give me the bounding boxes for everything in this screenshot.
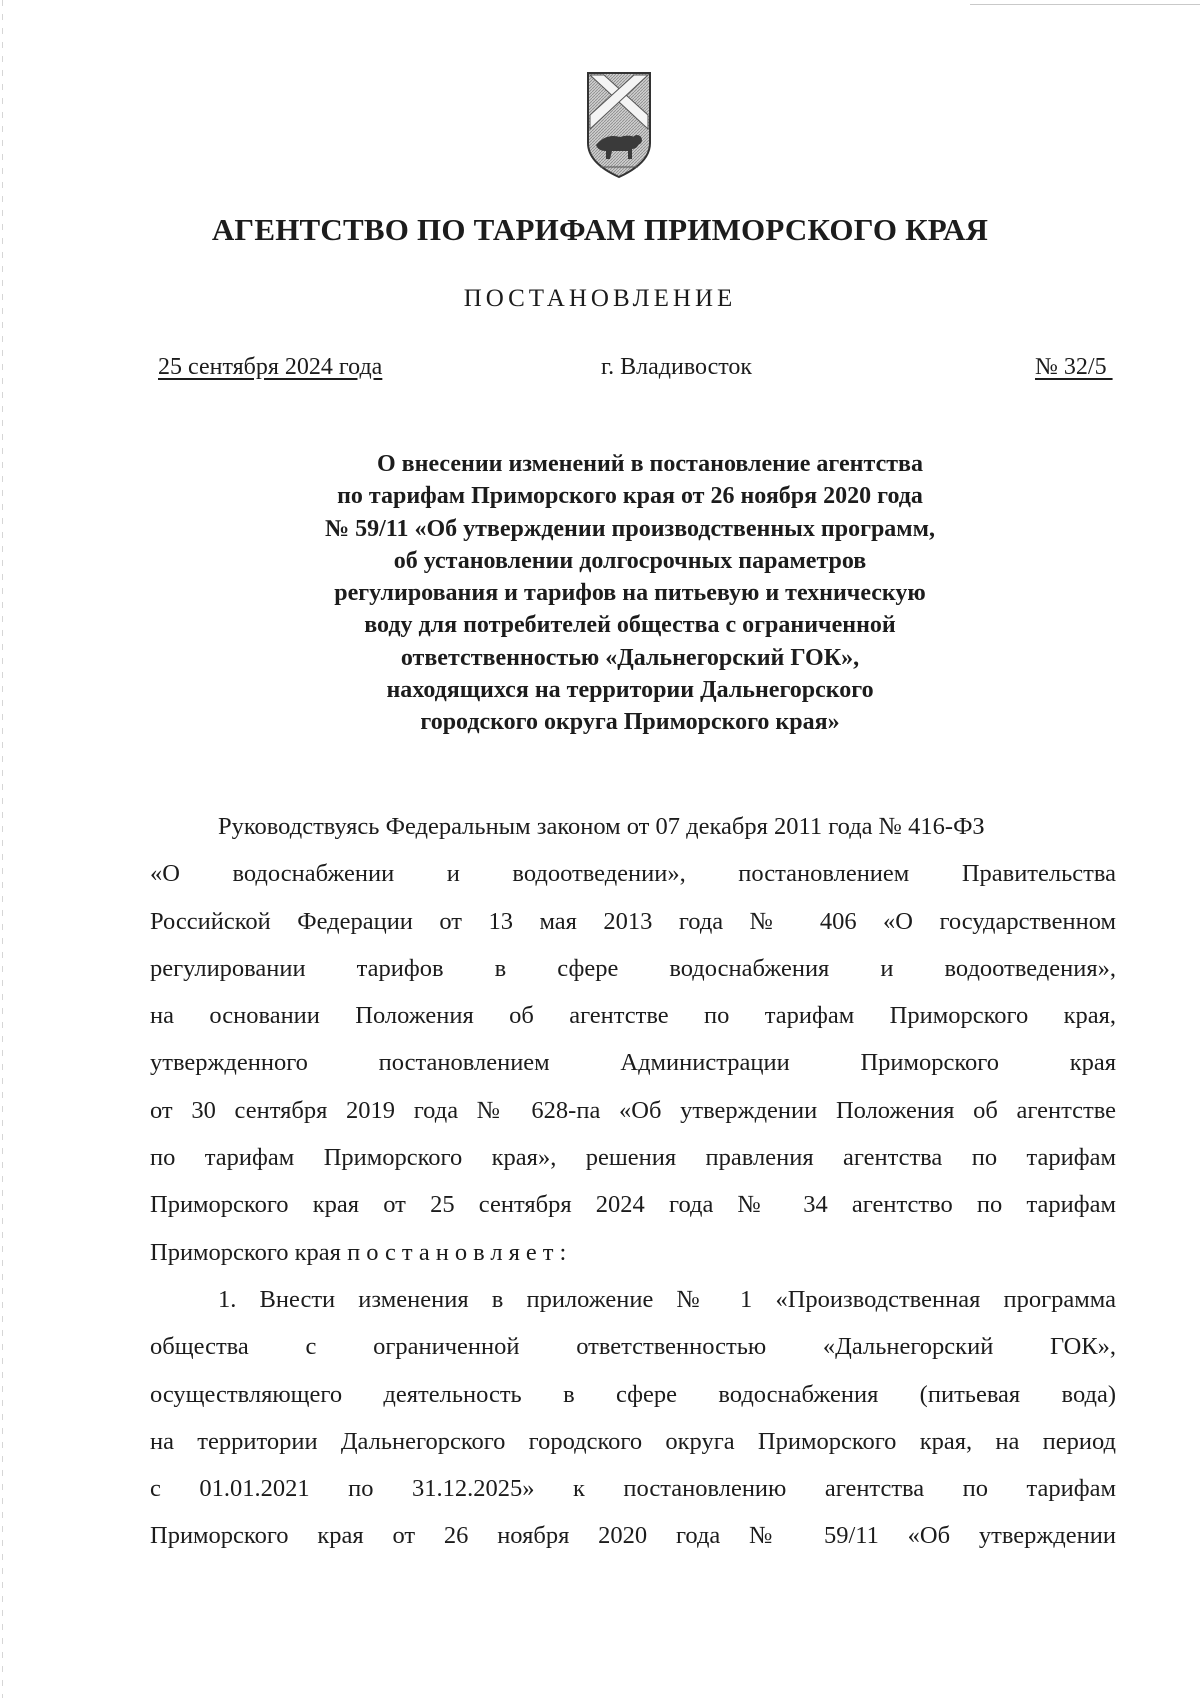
document-number: № 32/5 (1035, 354, 1113, 380)
body-line: общества с ограниченной ответственностью «Дальнегорский ГОК», (150, 1333, 1116, 1361)
title-line: ответственностью «Дальнегорский ГОК», (400, 644, 860, 671)
body-line: Приморского края от 26 ноября 2020 года № 59/11 «Об утверждении (150, 1522, 1116, 1550)
title-line: регулирования и тарифов на питьевую и техническую (334, 580, 926, 607)
resolves-word: постановляет: (347, 1238, 573, 1266)
body-line: «О водоснабжении и водоотведении», постановлением Правительства (150, 860, 1116, 888)
body-line: Приморского края от 25 сентября 2024 года № 34 агентство по тарифам (150, 1191, 1116, 1219)
document-body (150, 803, 1116, 1560)
body-line: по тарифам Приморского края», решения правления агентства по тарифам (150, 1144, 1116, 1172)
title-line: городского округа Приморского края» (420, 709, 840, 736)
body-line: утвержденного постановлением Администрации Приморского края (150, 1049, 1116, 1077)
title-line: № 59/11 «Об утверждении производственных программ, (324, 515, 936, 542)
body-line: Руководствуясь Федеральным законом от 07 декабря 2011 года № 416-ФЗ (218, 813, 985, 840)
document-date: 25 сентября 2024 года (158, 354, 383, 380)
title-line: воду для потребителей общества с ограниченной (364, 612, 896, 639)
scan-artifact-line (970, 4, 1200, 5)
body-line: Российской Федерации от 13 мая 2013 года № 406 «О государственном (150, 907, 1116, 935)
document-type: ПОСТАНОВЛЕНИЕ (463, 285, 737, 312)
document-city: г. Владивосток (601, 354, 753, 380)
document-title (250, 448, 1010, 739)
body-line: осуществляющего деятельность в сфере водоснабжения (питьевая вода) (150, 1380, 1116, 1408)
body-line: 1. Внести изменения в приложение № 1 «Производственная программа (218, 1285, 1116, 1313)
scan-artifact-edge (2, 0, 3, 1698)
title-line: об установлении долгосрочных параметров (393, 547, 867, 574)
body-line: регулировании тарифов в сфере водоснабжения и водоотведения», (150, 954, 1116, 982)
body-line-start: Приморского края (150, 1238, 341, 1266)
body-line: с 01.01.2021 по 31.12.2025» к постановлению агентства по тарифам (150, 1475, 1116, 1503)
agency-title: АГЕНТСТВО ПО ТАРИФАМ ПРИМОРСКОГО КРАЯ (211, 212, 989, 247)
body-line (150, 1229, 1116, 1276)
body-line: на территории Дальнегорского городского округа Приморского края, на период (150, 1427, 1116, 1455)
title-line: по тарифам Приморского края от 26 ноября 2020 года (337, 483, 923, 510)
body-line: на основании Положения об агентстве по тарифам Приморского края, (150, 1002, 1116, 1030)
title-line: О внесении изменений в постановление агентства (377, 451, 923, 477)
title-line: находящихся на территории Дальнегорского (386, 677, 874, 704)
coat-of-arms-icon (586, 71, 652, 179)
body-line: от 30 сентября 2019 года № 628-па «Об утверждении Положения об агентстве (150, 1096, 1116, 1124)
